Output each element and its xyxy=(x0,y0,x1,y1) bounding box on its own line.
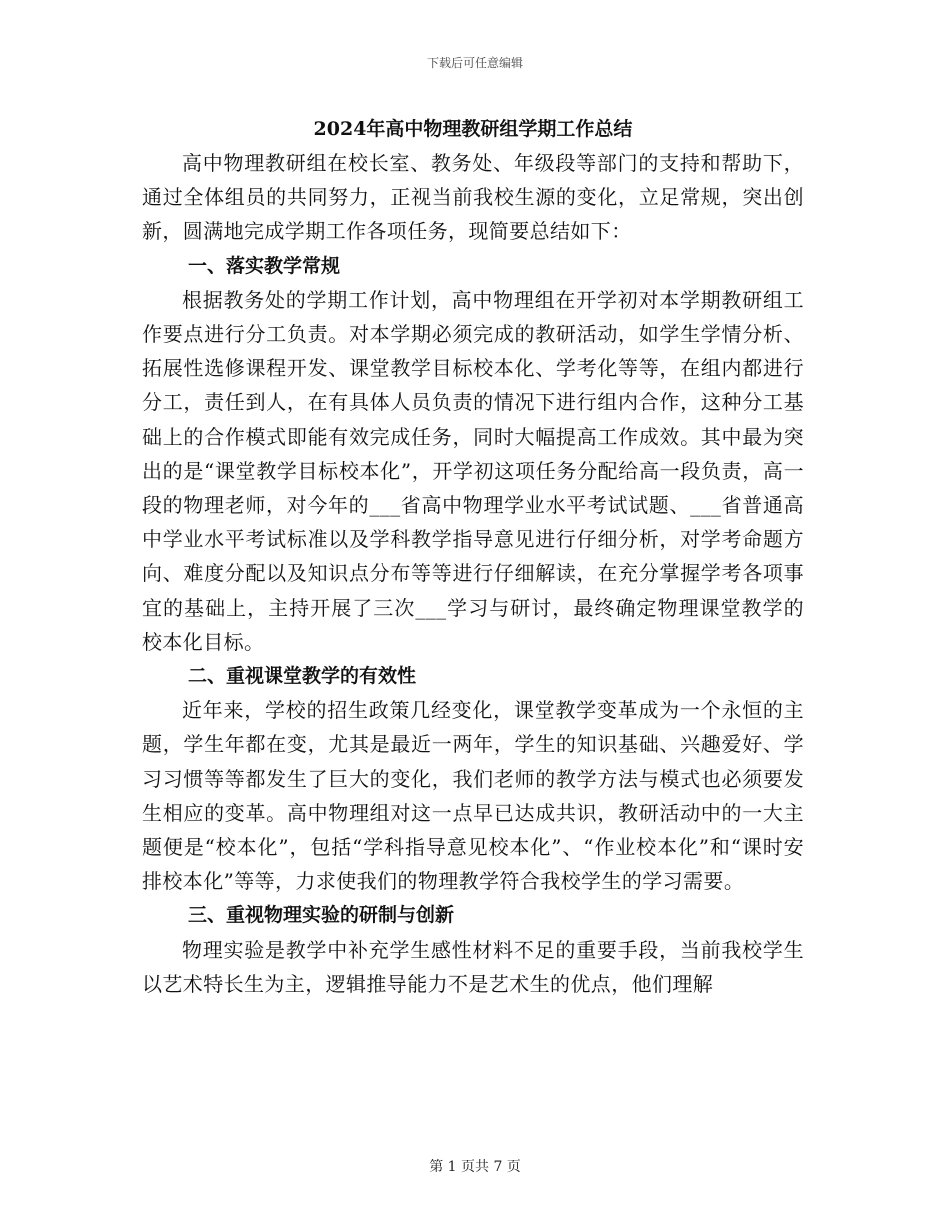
section-1-paragraph: 根据教务处的学期工作计划，高中物理组在开学初对本学期教研组工作要点进行分工负责。对本学期必须完成的教研活动，如学生学情分析、拓展性选修课程开发、课堂教学目标校本化、学考化等等，在组内都进行分工，责任到人，在有具体人员负责的情况下进行组内合作，这种分工基础上的合作模式即能有效完成任务，同时大幅提高工作成效。其中最为突出的是“课堂教学目标校本化”，开学初这项任务分配给高一段负责，高一段的物理老师，对今年的___省高中物理学业水平考试试题、___省普通高中学业水平考试标准以及学科教学指导意见进行仔细分析，对学考命题方向、难度分配以及知识点分布等等进行仔细解读，在充分掌握学考各项事宜的基础上，主持开展了三次___学习与研讨，最终确定物理课堂教学的校本化目标。 xyxy=(142,287,804,654)
section-heading-2: 二、重视课堂教学的有效性 xyxy=(188,665,417,688)
section-2-paragraph: 近年来，学校的招生政策几经变化，课堂教学变革成为一个永恒的主题，学生年都在变，尤其是最近一两年，学生的知识基础、兴趣爱好、学习习惯等等都发生了巨大的变化，我们老师的教学方法与模式也必须要发生相应的变革。高中物理组对这一点早已达成共识，教研活动中的一大主题便是“校本化”，包括“学科指导意见校本化”、“作业校本化”和“课时安排校本化”等等，力求使我们的物理教学符合我校学生的学习需要。 xyxy=(142,698,804,894)
section-3-paragraph: 物理实验是教学中补充学生感性材料不足的重要手段，当前我校学生以艺术特长生为主，逻辑推导能力不是艺术生的优点，他们理解 xyxy=(142,937,804,996)
section-heading-1: 一、落实教学常规 xyxy=(188,254,341,277)
document-title: 2024年高中物理教研组学期工作总结 xyxy=(313,118,633,140)
intro-paragraph: 高中物理教研组在校长室、教务处、年级段等部门的支持和帮助下，通过全体组员的共同努力，正视当前我校生源的变化，立足常规，突出创新，圆满地完成学期工作各项任务，现简要总结如下： xyxy=(142,151,804,244)
header-note: 下载后可任意编辑 xyxy=(426,56,523,70)
document-body xyxy=(142,112,804,1001)
section-heading-3: 三、重视物理实验的研制与创新 xyxy=(188,904,455,927)
page-number-footer: 第 1 页共 7 页 xyxy=(429,1159,521,1175)
